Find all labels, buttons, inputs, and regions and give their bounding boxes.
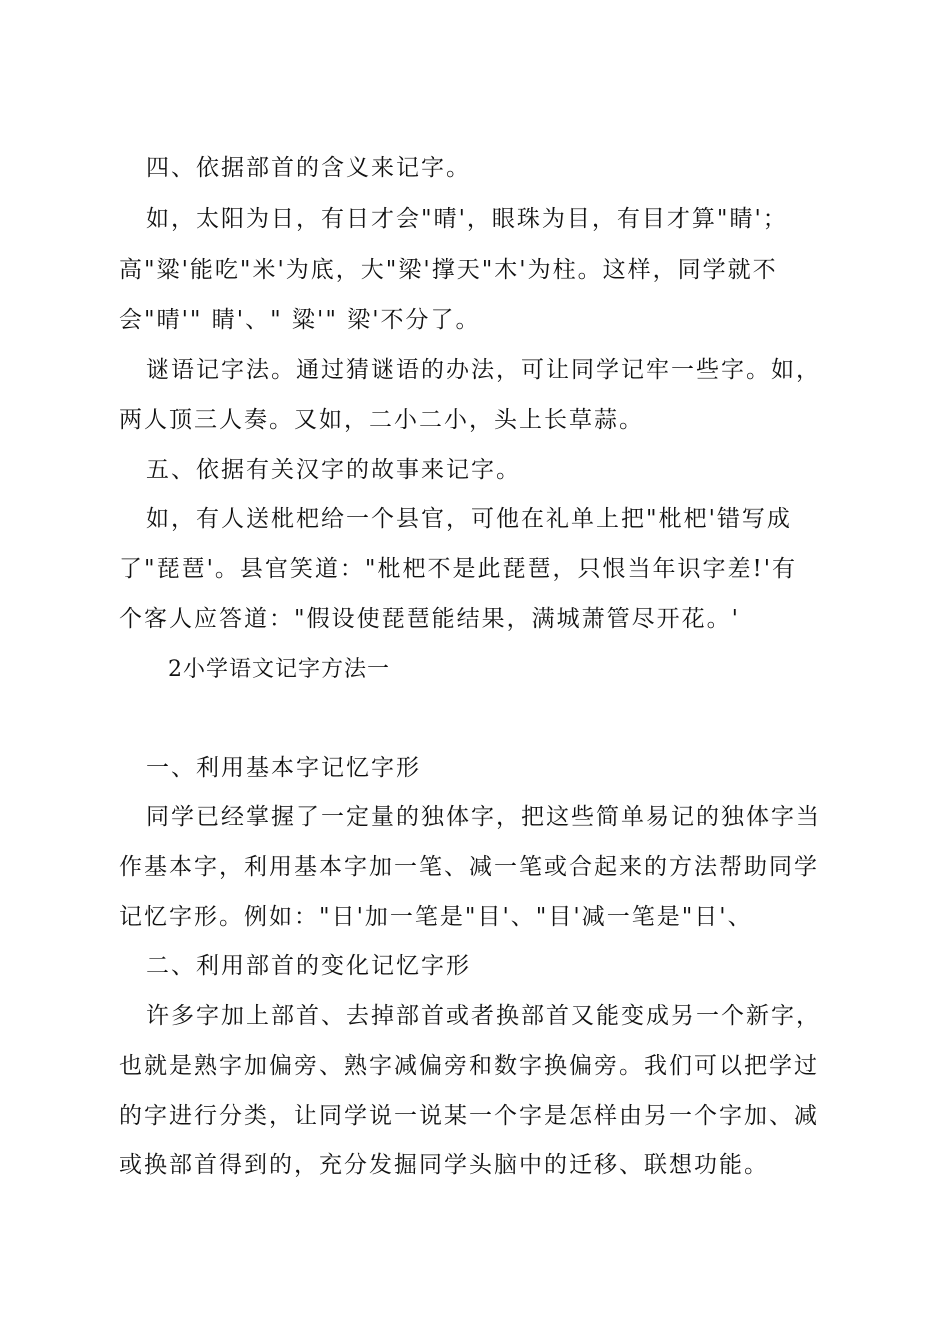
paragraph-line: 会"晴'" 睛'、" 粱'" 梁'不分了。 — [119, 307, 481, 333]
paragraph-line: 或换部首得到的，充分发掘同学头脑中的迁移、联想功能。 — [119, 1152, 769, 1178]
paragraph-line: 同学已经掌握了一定量的独体字，把这些简单易记的独体字当 — [146, 804, 821, 830]
paragraph-line: 许多字加上部首、去掉部首或者换部首又能变成另一个新字， — [146, 1003, 821, 1029]
paragraph-line: 记忆字形。例如："日'加一笔是"目'、"目'减一笔是"日'、 — [119, 904, 753, 930]
paragraph-line: 高"粱'能吃"米'为底，大"梁'撑天"木'为柱。这样，同学就不 — [119, 257, 778, 283]
section-heading: 四、依据部首的含义来记字。 — [146, 155, 471, 181]
paragraph-line: 个客人应答道："假设使琵琶能结果，满城萧管尽开花。' — [119, 606, 740, 632]
paragraph-line: 作基本字，利用基本字加一笔、减一笔或合起来的方法帮助同学 — [119, 854, 819, 880]
section-heading: 二、利用部首的变化记忆字形 — [146, 953, 471, 979]
paragraph-line: 如，有人送枇杷给一个县官，可他在礼单上把"枇杷'错写成 — [146, 506, 792, 532]
chapter-title: 2小学语文记字方法一 — [168, 657, 390, 682]
section-heading: 一、利用基本字记忆字形 — [146, 755, 421, 781]
paragraph-line: 也就是熟字加偏旁、熟字减偏旁和数字换偏旁。我们可以把学过 — [119, 1053, 819, 1079]
paragraph-line: 的字进行分类，让同学说一说某一个字是怎样由另一个字加、减 — [119, 1103, 819, 1129]
paragraph-line: 如，太阳为日，有日才会"晴'，眼珠为目，有目才算"睛'； — [146, 206, 788, 232]
paragraph-line: 谜语记字法。通过猜谜语的办法，可让同学记牢一些字。如， — [146, 357, 821, 383]
paragraph-line: 两人顶三人奏。又如，二小二小，头上长草蒜。 — [119, 407, 644, 433]
section-heading: 五、依据有关汉字的故事来记字。 — [146, 457, 521, 483]
paragraph-line: 了"琵琶'。县官笑道："枇杷不是此琵琶，只恨当年识字差!'有 — [119, 556, 798, 582]
